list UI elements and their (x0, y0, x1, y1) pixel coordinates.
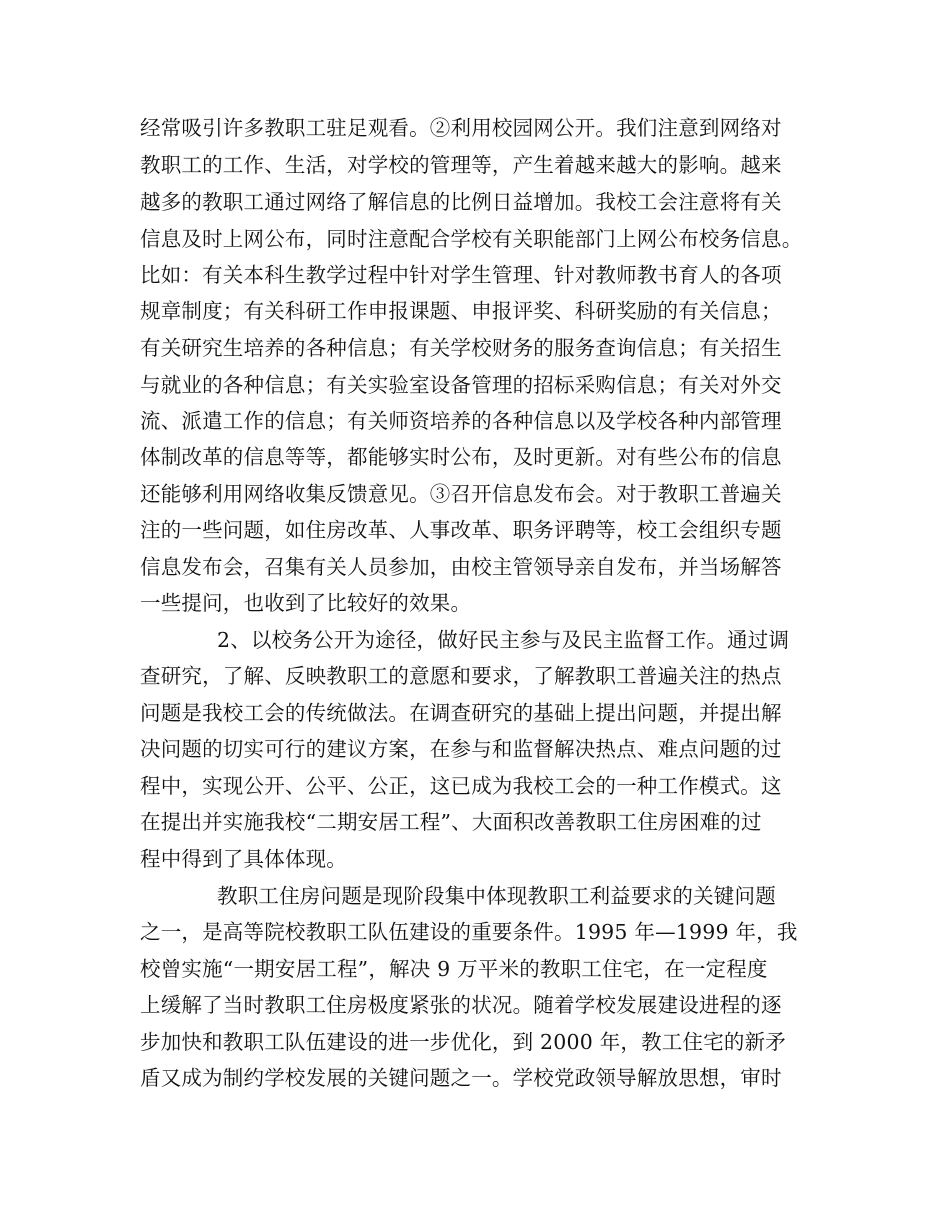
text-line: 问题是我校工会的传统做法。在调查研究的基础上提出问题，并提出解 (140, 701, 782, 725)
text-line: 程中，实现公开、公平、公正，这已成为我校工会的一种工作模式。这 (140, 774, 782, 798)
text-line: 流、派遣工作的信息；有关师资培养的各种信息以及学校各种内部管理 (140, 409, 782, 433)
text-line: 查研究，了解、反映教职工的意愿和要求，了解教职工普遍关注的热点 (140, 664, 782, 688)
text-line: 一些提问，也收到了比较好的效果。 (140, 591, 472, 615)
text-line: 之一，是高等院校教职工队伍建设的重要条件。1995 年—1999 年，我 (140, 920, 798, 944)
text-line: 2、以校务公开为途径，做好民主参与及民主监督工作。通过调 (217, 628, 790, 652)
text-line: 比如：有关本科生教学过程中针对学生管理、针对教师教书育人的各项 (140, 263, 782, 287)
text-line: 与就业的各种信息；有关实验室设备管理的招标采购信息；有关对外交 (140, 373, 782, 397)
text-line: 规章制度；有关科研工作申报课题、申报评奖、科研奖励的有关信息； (140, 299, 782, 323)
text-line: 程中得到了具体体现。 (140, 847, 347, 871)
text-line: 有关研究生培养的各种信息；有关学校财务的服务查询信息；有关招生 (140, 336, 782, 360)
text-line: 决问题的切实可行的建议方案，在参与和监督解决热点、难点问题的过 (140, 737, 782, 761)
text-line: 在提出并实施我校“二期安居工程”、大面积改善教职工住房困难的过 (140, 810, 762, 834)
text-line: 盾又成为制约学校发展的关键问题之一。学校党政领导解放思想，审时 (140, 1066, 782, 1090)
text-line: 教职工住房问题是现阶段集中体现教职工利益要求的关键问题 (217, 884, 776, 908)
text-line: 还能够利用网络收集反馈意见。③召开信息发布会。对于教职工普遍关 (140, 482, 782, 506)
text-line: 教职工的工作、生活，对学校的管理等，产生着越来越大的影响。越来 (140, 153, 782, 177)
text-line: 体制改革的信息等等，都能够实时公布，及时更新。对有些公布的信息 (140, 445, 782, 469)
text-line: 越多的教职工通过网络了解信息的比例日益增加。我校工会注意将有关 (140, 190, 782, 214)
text-line: 上缓解了当时教职工住房极度紧张的状况。随着学校发展建设进程的逐 (140, 993, 782, 1017)
text-line: 信息发布会，召集有关人员参加，由校主管领导亲自发布，并当场解答 (140, 555, 782, 579)
text-line: 校曾实施“一期安居工程”，解决 9 万平米的教职工住宅，在一定程度 (140, 957, 768, 981)
text-line: 步加快和教职工队伍建设的进一步优化，到 2000 年，教工住宅的新矛 (140, 1030, 787, 1054)
text-line: 经常吸引许多教职工驻足观看。②利用校园网公开。我们注意到网络对 (140, 116, 782, 140)
text-line: 注的一些问题，如住房改革、人事改革、职务评聘等，校工会组织专题 (140, 518, 782, 542)
text-line: 信息及时上网公布，同时注意配合学校有关职能部门上网公布校务信息。 (140, 227, 803, 251)
